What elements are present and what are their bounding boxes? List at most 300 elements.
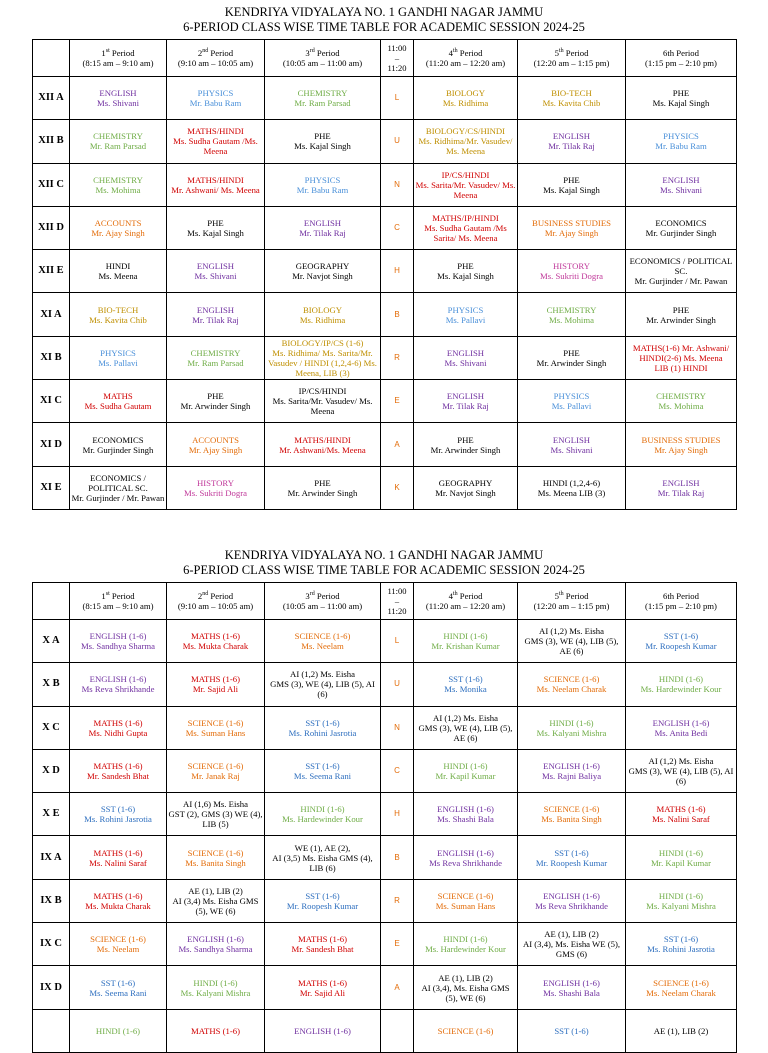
teacher-name: Mr. Krishan Kumar bbox=[431, 641, 500, 652]
period-cell bbox=[626, 663, 737, 706]
period-cell bbox=[414, 706, 518, 749]
teacher-name: Ms. Shivani bbox=[550, 444, 593, 455]
period-cell bbox=[167, 120, 265, 163]
period-header bbox=[518, 40, 626, 77]
subject-name: ENGLISH bbox=[196, 304, 235, 315]
period-cell bbox=[518, 250, 626, 293]
period-cell bbox=[518, 163, 626, 206]
teacher-name: Ms. Neelam Charak bbox=[646, 987, 716, 998]
period-cell bbox=[265, 923, 381, 966]
period-cell bbox=[626, 423, 737, 466]
period-cell bbox=[626, 77, 737, 120]
teacher-name: Ms. Hardewinder Kour bbox=[425, 944, 506, 955]
period-number: 1 bbox=[101, 591, 106, 601]
period-header bbox=[626, 583, 737, 620]
class-label: XII B bbox=[33, 120, 70, 163]
table-row bbox=[33, 749, 737, 792]
subject-name: PHE bbox=[314, 131, 331, 142]
lunch-break-letter: N bbox=[381, 706, 414, 749]
subject-name: HINDI (1-6) bbox=[443, 631, 488, 642]
period-name bbox=[519, 591, 624, 601]
subject-name: BUSINESS STUDIES bbox=[532, 218, 611, 229]
teacher-name: Ms. Kalyani Mishra bbox=[646, 900, 716, 911]
period-cell bbox=[518, 1009, 626, 1052]
subject-name: PHE bbox=[207, 218, 224, 229]
period-cell bbox=[626, 620, 737, 663]
teacher-name: Ms. Shashi Bala bbox=[543, 987, 600, 998]
period-name bbox=[415, 48, 516, 58]
period-cell bbox=[167, 77, 265, 120]
subject-name: PHYSICS bbox=[197, 88, 234, 99]
class-label: XI B bbox=[33, 336, 70, 379]
teacher-name: Ms. Kajal Singh bbox=[294, 141, 351, 152]
subject-name: BIO-TECH bbox=[551, 88, 592, 99]
subject-name: PHE bbox=[457, 434, 474, 445]
period-time: (9:10 am – 10:05 am) bbox=[177, 601, 254, 611]
period-cell bbox=[70, 466, 167, 509]
period-cell bbox=[414, 77, 518, 120]
subject-name: GEOGRAPHY bbox=[438, 477, 493, 488]
lunch-break-letter: B bbox=[381, 836, 414, 879]
table-row bbox=[33, 336, 737, 379]
period-time: (10:05 am – 11:00 am) bbox=[282, 58, 363, 68]
period-cell bbox=[626, 120, 737, 163]
teacher-name: Ms. Ridhima/Mr. Vasudev/ Ms. Meena bbox=[418, 136, 513, 157]
period-cell bbox=[626, 163, 737, 206]
teacher-name: Ms. Meena bbox=[98, 271, 138, 282]
subject-name: AI (1,2) Ms. Eisha bbox=[433, 712, 498, 723]
subject-name: SST (1-6) bbox=[100, 977, 136, 988]
subject-name: ENGLISH (1-6) bbox=[543, 977, 600, 988]
break-time-header bbox=[381, 40, 414, 77]
subject-name: GEOGRAPHY bbox=[295, 261, 350, 272]
period-cell bbox=[265, 466, 381, 509]
period-word: Period bbox=[459, 48, 483, 58]
teacher-name: Mr. Arwinder Singh bbox=[430, 444, 501, 455]
lunch-break-letter: N bbox=[381, 163, 414, 206]
period-cell bbox=[70, 749, 167, 792]
period-cell bbox=[265, 706, 381, 749]
teacher-name: Mr. Navjot Singh bbox=[292, 271, 353, 282]
period-suffix: rd bbox=[309, 48, 315, 55]
subject-name: MATHS (1-6) bbox=[191, 631, 240, 642]
table-row bbox=[33, 163, 737, 206]
subject-name: ECONOMICS bbox=[92, 434, 144, 445]
subject-name: BIO-TECH bbox=[97, 304, 139, 315]
subject-name: SCIENCE (1-6) bbox=[653, 977, 709, 988]
period-cell bbox=[265, 793, 381, 836]
subject-name: SST (1-6) bbox=[663, 631, 699, 642]
teacher-name: Mr. Tilak Raj bbox=[299, 228, 346, 239]
table-row bbox=[33, 380, 737, 423]
teacher-name: Mr. Ram Parsad bbox=[187, 357, 244, 368]
teacher-name: Ms. Banita Singh bbox=[185, 857, 246, 868]
teacher-name: Ms. Monika bbox=[444, 684, 487, 695]
period-cell bbox=[70, 206, 167, 249]
period-cell bbox=[70, 120, 167, 163]
period-cell bbox=[518, 620, 626, 663]
teacher-name: Ms. Kalyani Mishra bbox=[536, 727, 607, 738]
period-cell bbox=[414, 793, 518, 836]
subject-name: HINDI (1-6) bbox=[193, 977, 238, 988]
class-label: XI A bbox=[33, 293, 70, 336]
period-cell bbox=[167, 206, 265, 249]
teacher-name: Ms. Rajni Baliya bbox=[541, 771, 602, 782]
subject-name: AE (1), LIB (2) bbox=[653, 1025, 709, 1036]
teacher-name: GMS (3), WE (4), LIB (5), AE (6) bbox=[418, 722, 513, 743]
break-time-line: – bbox=[394, 596, 400, 606]
teacher-name: Ms. Mohima bbox=[95, 184, 141, 195]
teacher-name: Ms. Rohini Jasrotia bbox=[647, 944, 715, 955]
period-cell bbox=[70, 380, 167, 423]
subject-name: PHE bbox=[457, 261, 474, 272]
period-cell bbox=[70, 250, 167, 293]
teacher-name: GMS (3), WE (4), LIB (5), AI (6) bbox=[628, 766, 734, 787]
subject-name: MATHS/HINDI bbox=[294, 434, 351, 445]
subject-name: SCIENCE (1-6) bbox=[543, 804, 600, 815]
teacher-name: Mr. Tilak Raj bbox=[657, 487, 705, 498]
teacher-name: Ms. Nidhi Gupta bbox=[88, 727, 148, 738]
school-title: KENDRIYA VIDYALAYA NO. 1 GANDHI NAGAR JAMMU bbox=[224, 548, 544, 562]
period-cell bbox=[518, 380, 626, 423]
subject-name: SST (1-6) bbox=[663, 934, 699, 945]
period-cell bbox=[167, 466, 265, 509]
period-cell bbox=[414, 923, 518, 966]
subject-name: ENGLISH (1-6) bbox=[437, 804, 494, 815]
period-cell bbox=[626, 749, 737, 792]
table-row bbox=[33, 879, 737, 922]
lunch-break-letter: R bbox=[381, 879, 414, 922]
subject-name: ENGLISH bbox=[446, 391, 485, 402]
subject-name: MATHS(1-6) Mr. Ashwani/ HINDI(2-6) Ms. Meena bbox=[632, 342, 730, 363]
period-number: 5 bbox=[554, 591, 559, 601]
period-suffix: th bbox=[558, 48, 564, 55]
period-cell bbox=[626, 336, 737, 379]
table-row bbox=[33, 620, 737, 663]
teacher-name: Ms. Kajal Singh bbox=[187, 228, 244, 239]
teacher-name: Ms. Sukriti Dogra bbox=[540, 271, 603, 282]
period-cell bbox=[518, 293, 626, 336]
teacher-name: Ms. Sandhya Sharma bbox=[80, 641, 156, 652]
period-cell bbox=[518, 966, 626, 1009]
class-label: XI E bbox=[33, 466, 70, 509]
period-suffix: st bbox=[105, 48, 110, 55]
period-cell bbox=[265, 620, 381, 663]
period-cell bbox=[518, 206, 626, 249]
period-cell bbox=[414, 749, 518, 792]
teacher-name: Ms. Kalyani Mishra bbox=[180, 987, 251, 998]
subject-name: CHEMISTRY bbox=[297, 88, 348, 99]
teacher-name: Ms. Sarita/Mr. Vasudev/ Ms. Meena bbox=[272, 396, 373, 417]
subject-name: MATHS (1-6) bbox=[298, 934, 347, 945]
period-cell bbox=[70, 923, 167, 966]
subject-name: ENGLISH bbox=[446, 347, 485, 358]
subject-name: CHEMISTRY bbox=[546, 304, 597, 315]
period-cell bbox=[626, 793, 737, 836]
period-number: 2 bbox=[197, 48, 203, 58]
lunch-break-letter: B bbox=[381, 293, 414, 336]
teacher-name: Ms. Nalini Saraf bbox=[652, 814, 710, 825]
timetable-title: 6-PERIOD CLASS WISE TIME TABLE FOR ACADEMIC SESSION 2024-25 bbox=[183, 563, 585, 577]
teacher-name: Ms. Hardewinder Kour bbox=[282, 814, 363, 825]
period-name bbox=[519, 48, 624, 58]
period-time: (12:20 am – 1:15 pm) bbox=[533, 58, 610, 68]
subject-name: ENGLISH (1-6) bbox=[187, 934, 244, 945]
period-cell bbox=[167, 1009, 265, 1052]
teacher-name: Mr. Arwinder Singh bbox=[287, 487, 358, 498]
subject-name: MATHS (1-6) bbox=[93, 847, 143, 858]
teacher-name: Mr. Kapil Kumar bbox=[650, 857, 712, 868]
teacher-name: Mr. Gurjinder / Mr. Pawan bbox=[634, 276, 728, 287]
subject-name: PHE bbox=[672, 88, 690, 99]
teacher-name: Mr. Ajay Singh bbox=[544, 228, 599, 239]
teacher-name: Mr. Babu Ram bbox=[189, 98, 242, 109]
teacher-name: Ms. Suman Hans bbox=[185, 727, 246, 738]
period-cell bbox=[518, 423, 626, 466]
period-cell bbox=[70, 1009, 167, 1052]
period-cell bbox=[414, 879, 518, 922]
subject-name: WE (1), AE (2), bbox=[294, 842, 351, 853]
period-cell bbox=[265, 749, 381, 792]
subject-name: HINDI (1-6) bbox=[549, 717, 594, 728]
period-number: 6th bbox=[663, 48, 675, 58]
subject-name: HINDI (1-6) bbox=[658, 674, 704, 685]
period-cell bbox=[70, 706, 167, 749]
subject-name: HISTORY bbox=[196, 477, 234, 488]
teacher-name: LIB (1) HINDI bbox=[654, 362, 708, 373]
teacher-name: Ms. Meena LIB (3) bbox=[537, 487, 606, 498]
teacher-name: Mr. Ashwani/ Ms. Meena bbox=[171, 184, 260, 195]
period-cell bbox=[518, 923, 626, 966]
period-cell bbox=[167, 706, 265, 749]
period-time: (8:15 am – 9:10 am) bbox=[82, 58, 154, 68]
period-cell bbox=[414, 663, 518, 706]
period-time: (12:20 am – 1:15 pm) bbox=[533, 601, 610, 611]
period-cell bbox=[414, 293, 518, 336]
subject-name: HINDI (1-6) bbox=[443, 761, 488, 772]
teacher-name: GST (2), GMS (3) WE (4), LIB (5) bbox=[168, 809, 263, 830]
subject-name: BIOLOGY/IP/CS (1-6) bbox=[281, 337, 364, 348]
table-row bbox=[33, 1009, 737, 1052]
period-name bbox=[168, 48, 263, 58]
subject-name: AI (1,2) Ms. Eisha bbox=[648, 756, 714, 767]
subject-name: ACCOUNTS bbox=[94, 218, 142, 229]
subject-name: PHYSICS bbox=[100, 347, 136, 358]
break-time-line: 11:20 bbox=[387, 63, 407, 73]
teacher-name: Mr. Ram Parsad bbox=[89, 141, 147, 152]
subject-name: MATHS (1-6) bbox=[93, 890, 143, 901]
table-row bbox=[33, 293, 737, 336]
teacher-name: Mr. Tilak Raj bbox=[192, 314, 239, 325]
subject-name: ECONOMICS / POLITICAL SC. bbox=[88, 472, 148, 493]
period-name bbox=[415, 591, 516, 601]
class-label: IX B bbox=[33, 879, 70, 922]
period-time: (1:15 pm – 2:10 pm) bbox=[645, 58, 717, 68]
break-time-line: 11:00 bbox=[387, 586, 407, 596]
class-label: XII D bbox=[33, 206, 70, 249]
class-label: IX A bbox=[33, 836, 70, 879]
subject-name: SCIENCE (1-6) bbox=[294, 631, 351, 642]
teacher-name: Mr. Gurjinder / Mr. Pawan bbox=[71, 492, 165, 503]
subject-name: BIOLOGY bbox=[445, 88, 486, 99]
table-row bbox=[33, 250, 737, 293]
corner-cell bbox=[33, 40, 70, 77]
teacher-name: GMS (3), WE (4), LIB (5), AE (6) bbox=[524, 636, 619, 657]
subject-name: HINDI (1,2,4-6) bbox=[542, 477, 601, 488]
lunch-break-letter bbox=[381, 1009, 414, 1052]
teacher-name: Ms. Neelam bbox=[301, 641, 344, 652]
period-cell bbox=[70, 836, 167, 879]
subject-name: MATHS (1-6) bbox=[93, 761, 143, 772]
teacher-name: Mr. Gurjinder Singh bbox=[645, 228, 717, 239]
break-time-line: 11:20 bbox=[387, 606, 407, 616]
table-row bbox=[33, 120, 737, 163]
teacher-name: Mr. Tilak Raj bbox=[442, 401, 489, 412]
subject-name: HINDI bbox=[105, 261, 131, 272]
teacher-name: Ms Reva Shrikhande bbox=[81, 684, 155, 695]
period-cell bbox=[70, 336, 167, 379]
period-cell bbox=[626, 923, 737, 966]
period-cell bbox=[518, 836, 626, 879]
period-suffix: th bbox=[452, 48, 458, 55]
teacher-name: GMS (3), WE (4), LIB (5), AI (6) bbox=[270, 679, 375, 700]
subject-name: PHE bbox=[207, 391, 224, 402]
teacher-name: Mr. Roopesh Kumar bbox=[535, 857, 608, 868]
period-name bbox=[71, 591, 165, 601]
teacher-name: Ms. Rohini Jasrotia bbox=[84, 814, 152, 825]
table-row bbox=[33, 966, 737, 1009]
class-label bbox=[33, 1009, 70, 1052]
subject-name: PHYSICS bbox=[553, 391, 590, 402]
teacher-name: Mr. Sajid Ali bbox=[192, 684, 239, 695]
period-word: Period bbox=[210, 591, 234, 601]
subject-name: SST (1-6) bbox=[305, 717, 340, 728]
period-cell bbox=[70, 793, 167, 836]
period-time: (8:15 am – 9:10 am) bbox=[82, 601, 154, 611]
period-cell bbox=[167, 879, 265, 922]
subject-name: SCIENCE (1-6) bbox=[187, 761, 244, 772]
teacher-name: Mr. Roopesh Kumar bbox=[645, 641, 717, 652]
period-cell bbox=[518, 466, 626, 509]
teacher-name: Mr. Sajid Ali bbox=[299, 987, 346, 998]
period-cell bbox=[626, 706, 737, 749]
teacher-name: Ms. Sudha Gautam /Ms. Meena bbox=[173, 136, 258, 157]
class-label: XII C bbox=[33, 163, 70, 206]
teacher-name: Ms. Sudha Gautam bbox=[84, 401, 152, 412]
header-row bbox=[33, 583, 737, 620]
period-cell bbox=[414, 620, 518, 663]
period-number: 5 bbox=[554, 48, 559, 58]
period-cell bbox=[167, 749, 265, 792]
subject-name: SST (1-6) bbox=[448, 674, 483, 685]
period-cell bbox=[414, 466, 518, 509]
subject-name: PHYSICS bbox=[663, 131, 699, 142]
teacher-name: Mr. Babu Ram bbox=[655, 141, 707, 152]
teacher-name: Mr. Navjot Singh bbox=[435, 487, 496, 498]
table-row bbox=[33, 423, 737, 466]
teacher-name: Mr. Ashwani/Ms. Meena bbox=[279, 444, 366, 455]
period-cell bbox=[518, 706, 626, 749]
class-label: IX C bbox=[33, 923, 70, 966]
teacher-name: Ms. Shashi Bala bbox=[437, 814, 494, 825]
teacher-name: Ms. Pallavi bbox=[98, 357, 138, 368]
period-cell bbox=[167, 163, 265, 206]
teacher-name: Ms. Sukriti Dogra bbox=[184, 487, 247, 498]
subject-name: ENGLISH bbox=[99, 88, 137, 99]
period-cell bbox=[414, 380, 518, 423]
subject-name: CHEMISTRY bbox=[656, 391, 706, 402]
period-name bbox=[71, 48, 165, 58]
period-cell bbox=[70, 293, 167, 336]
period-cell bbox=[518, 336, 626, 379]
teacher-name: Ms. Kavita Chib bbox=[542, 98, 601, 109]
lunch-break-letter: K bbox=[381, 466, 414, 509]
period-cell bbox=[265, 120, 381, 163]
subject-name: ENGLISH bbox=[552, 131, 591, 142]
period-header bbox=[414, 583, 518, 620]
lunch-break-letter: A bbox=[381, 423, 414, 466]
period-number: 6th bbox=[663, 591, 675, 601]
subject-name: PHYSICS bbox=[447, 304, 484, 315]
period-cell bbox=[167, 793, 265, 836]
period-number: 3 bbox=[305, 591, 310, 601]
period-word: Period bbox=[565, 591, 589, 601]
period-number: 4 bbox=[448, 48, 453, 58]
period-cell bbox=[518, 793, 626, 836]
subject-name: MATHS bbox=[103, 391, 133, 402]
teacher-name: Ms. Ridhima/ Ms. Sarita/Mr. Vasudev / HINDI (1,2,4-6) Ms. Meena, LIB (3) bbox=[268, 347, 377, 378]
period-cell bbox=[414, 1009, 518, 1052]
period-cell bbox=[626, 206, 737, 249]
subject-name: SCIENCE (1-6) bbox=[90, 934, 146, 945]
period-cell bbox=[70, 423, 167, 466]
period-cell bbox=[167, 966, 265, 1009]
teacher-name: Ms. Shivani bbox=[97, 98, 139, 109]
teacher-name: Mr. Sandesh Bhat bbox=[291, 944, 354, 955]
period-number: 4 bbox=[448, 591, 453, 601]
teacher-name: Ms. Suman Hans bbox=[435, 900, 496, 911]
period-time: (10:05 am – 11:00 am) bbox=[282, 601, 363, 611]
period-cell bbox=[414, 336, 518, 379]
period-cell bbox=[70, 77, 167, 120]
period-cell bbox=[414, 120, 518, 163]
period-time: (11:20 am – 12:20 am) bbox=[425, 601, 506, 611]
break-time-line: – bbox=[394, 53, 400, 63]
period-cell bbox=[265, 206, 381, 249]
period-cell bbox=[626, 293, 737, 336]
teacher-name: Mr. Arwinder Singh bbox=[536, 357, 607, 368]
period-cell bbox=[626, 1009, 737, 1052]
subject-name: SST (1-6) bbox=[554, 1025, 589, 1036]
subject-name: HINDI (1-6) bbox=[658, 890, 704, 901]
teacher-name: Mr. Tilak Raj bbox=[548, 141, 595, 152]
header-row bbox=[33, 40, 737, 77]
period-cell bbox=[70, 663, 167, 706]
subject-name: HINDI (1-6) bbox=[95, 1025, 141, 1036]
lunch-break-letter: E bbox=[381, 923, 414, 966]
period-name bbox=[266, 591, 379, 601]
period-cell bbox=[70, 966, 167, 1009]
teacher-name: Ms. Hardewinder Kour bbox=[640, 684, 722, 695]
teacher-name: Mr. Roopesh Kumar bbox=[286, 900, 359, 911]
lunch-break-letter: H bbox=[381, 793, 414, 836]
subject-name: ENGLISH bbox=[662, 477, 700, 488]
period-header bbox=[518, 583, 626, 620]
period-cell bbox=[265, 879, 381, 922]
lunch-break-letter: H bbox=[381, 250, 414, 293]
teacher-name: Ms. Sudha Gautam /Ms Sarita/ Ms. Meena bbox=[424, 223, 507, 244]
period-header bbox=[414, 40, 518, 77]
